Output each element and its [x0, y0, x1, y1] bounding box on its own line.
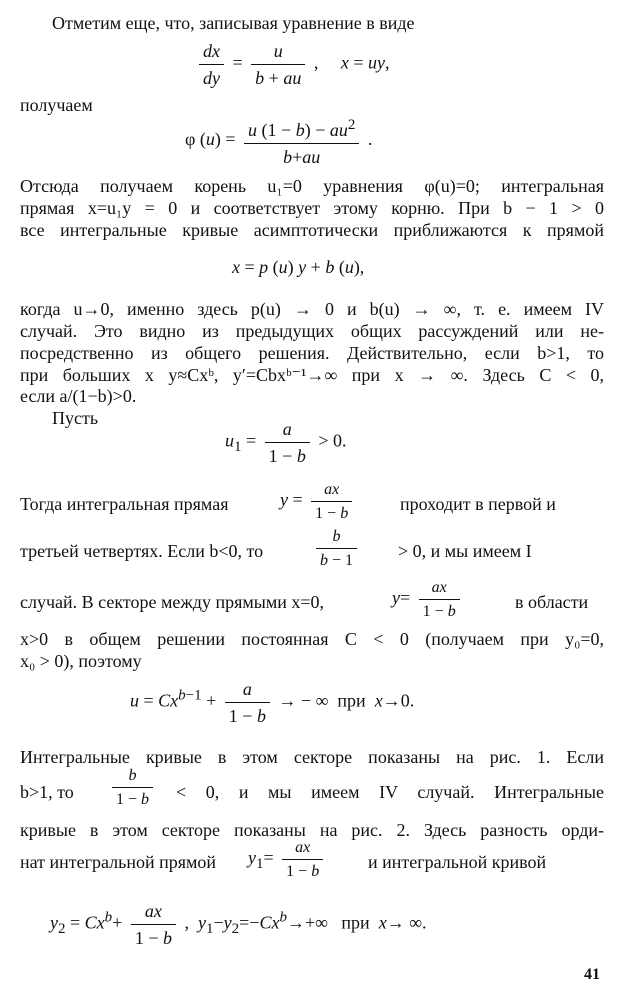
paragraph-line-3: Отсюда получаем корень u₁=0 уравнения φ(u)=0; интегральная [20, 176, 604, 196]
paragraph-line-1: Отметим еще, что, записывая уравнение в виде [52, 13, 415, 33]
equation-phi: φ (u) = $\frac{u (1 - b) - au^2}{b+au}$ . [185, 114, 372, 168]
paragraph-line-9: при больших x y≈Cxᵇ, y′=Cbxᵇ⁻¹→∞ при x → ∞. Здесь C < 0, [20, 365, 604, 385]
inline-eq-line14: y= $\frac{ax}{1 - b}$ [392, 578, 464, 621]
paragraph-line-18a: b>1, то [20, 782, 74, 802]
paragraph-line-17: Интегральные кривые в этом секторе показаны на рис. 1. Если [20, 747, 604, 767]
equation-u1: $u_1$ = $\frac{a}{1 - b}$ > 0. [225, 419, 347, 466]
paragraph-line-19: кривые в этом секторе показаны на рис. 2. Здесь разность орди- [20, 820, 604, 840]
paragraph-line-20a: нат интегральной прямой [20, 852, 217, 872]
paragraph-line-8: посредственно из общего решения. Действительно, если b>1, то [20, 343, 604, 363]
paragraph-line-12a: Тогда интегральная прямая [20, 494, 229, 514]
inline-eq-line13: $\frac{b}{b - 1}$ [312, 527, 361, 570]
paragraph-line-14: случай. В секторе между прямыми x=0, [20, 592, 325, 612]
paragraph-line-5: все интегральные кривые асимптотически приближаются к прямой [20, 220, 604, 240]
inline-eq-line20: $y_1=$ $\frac{ax}{1 - b}$ [248, 838, 327, 881]
paragraph-line-2: получаем [20, 95, 93, 115]
inline-eq-line12: y = $\frac{ax}{1 - b}$ [280, 480, 356, 523]
inline-eq-line18: $\frac{b}{1 - b}$ [108, 766, 157, 809]
paragraph-line-18b: < 0, и мы имеем IV случай. Интегральные [176, 782, 604, 802]
paragraph-line-16: x₀ > 0), поэтому [20, 651, 142, 671]
paragraph-line-15: x>0 в общем решении постоянная C < 0 (получаем при y₀=0, [20, 629, 604, 649]
paragraph-line-4: прямая x=u₁y = 0 и соответствует этому корню. При b − 1 > 0 [20, 198, 604, 218]
paragraph-line-13a: третьей четвертях. Если b<0, то [20, 541, 264, 561]
paragraph-line-14b: в области [515, 592, 589, 612]
equation-difference: $y_2 = Cx^b+$ $\frac{ax}{1 - b}$ , $y_1-y_2=-Cx^b\to+\infty$ при x→ ∞. [50, 901, 427, 948]
page-number: 41 [584, 966, 600, 983]
equation-asymptote: x = p (u) y + b (u), [232, 257, 365, 277]
paragraph-line-13b: > 0, и мы имеем I [398, 541, 532, 561]
paragraph-line-10: если a/(1−b)>0. [20, 386, 137, 406]
equation-u-general: $u = Cx^{b-1}$ + $\frac{a}{1 - b}$ → − ∞ при x→0. [130, 679, 415, 726]
paragraph-line-12b: проходит в первой и [400, 494, 556, 514]
paragraph-line-6: когда u→0, именно здесь p(u) → 0 и b(u) → ∞, т. е. имеем IV [20, 299, 604, 319]
paragraph-line-20b: и интегральной кривой [368, 852, 547, 872]
equation-dxdy: $\frac{dx}{dy}$ = $\frac{u}{b + au}$ , x = uy, [195, 40, 389, 89]
paragraph-line-11: Пусть [52, 408, 99, 428]
paragraph-line-7: случай. Это видно из предыдущих общих рассуждений или не- [20, 321, 604, 341]
